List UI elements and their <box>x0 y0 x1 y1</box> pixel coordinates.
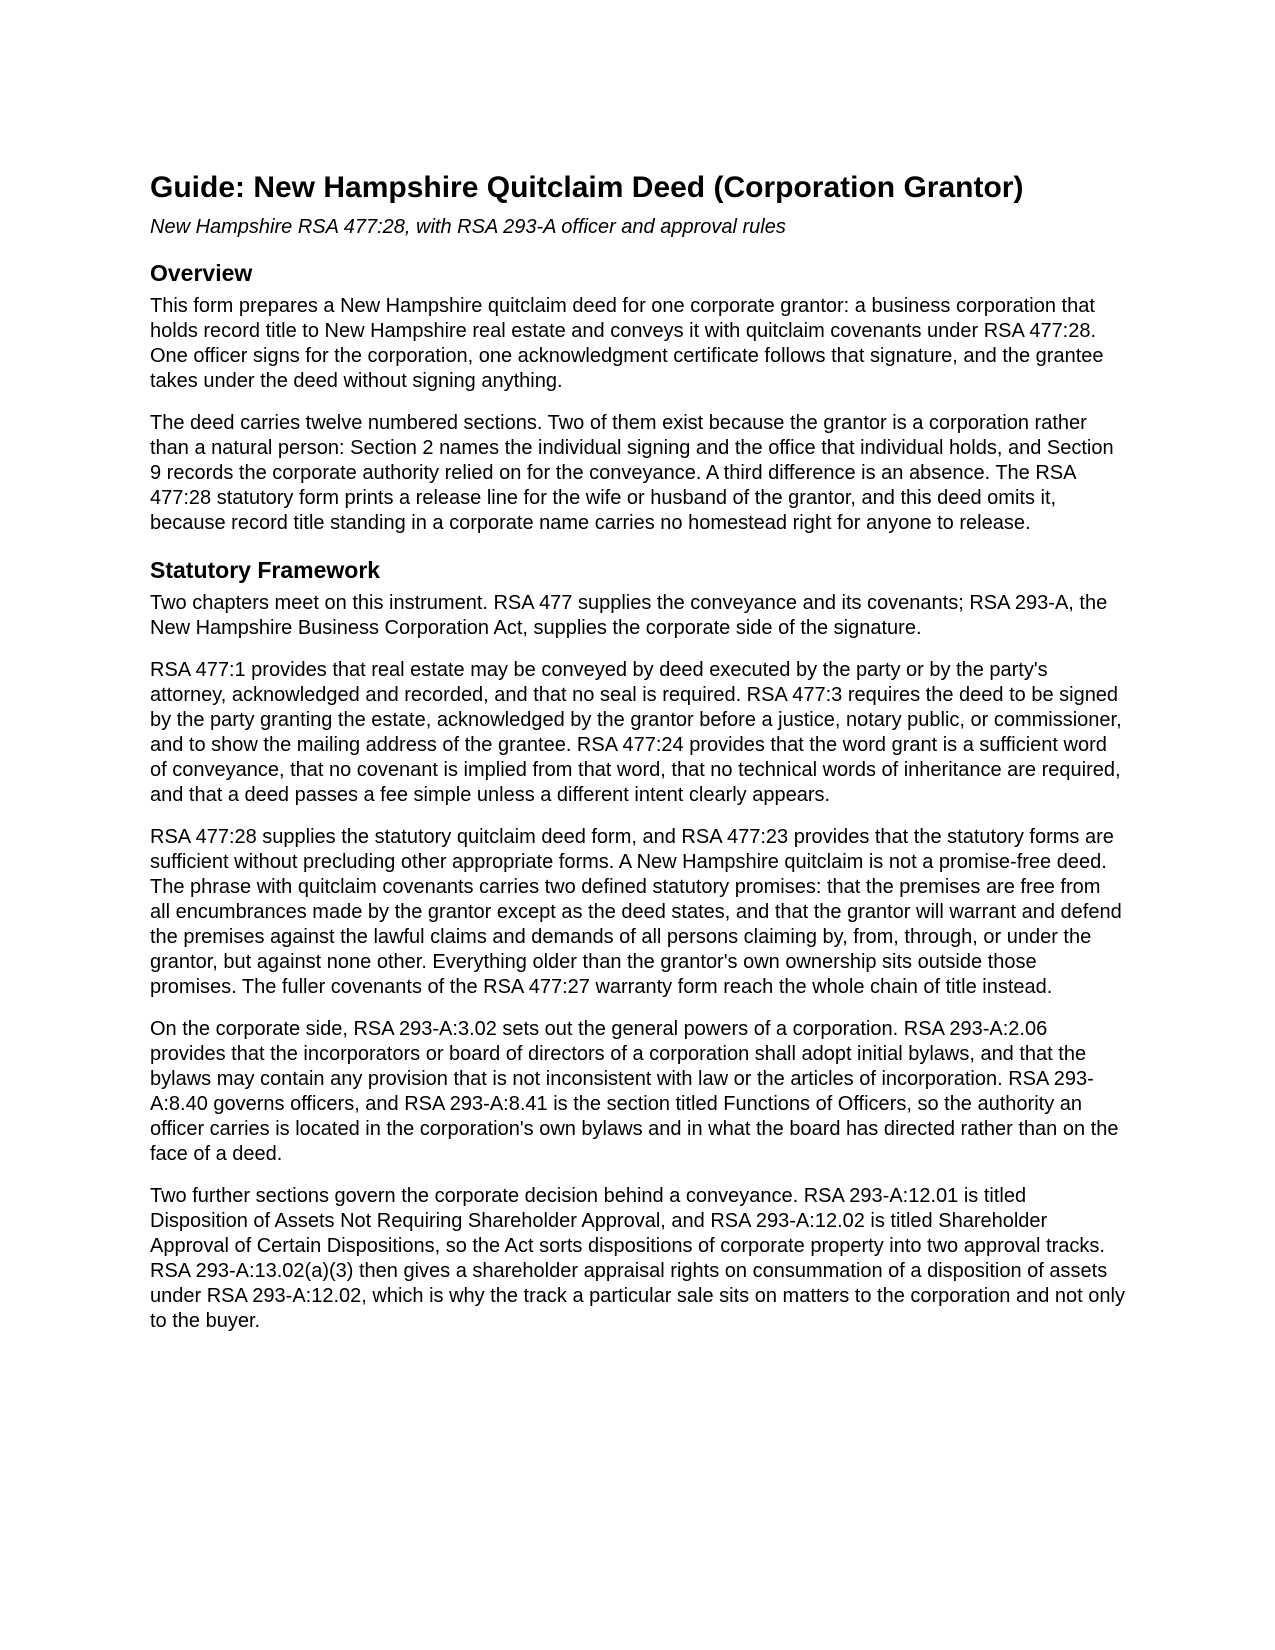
page-subtitle: New Hampshire RSA 477:28, with RSA 293-A officer and approval rules <box>150 216 786 238</box>
document-page <box>150 170 1125 1334</box>
page-title: Guide: New Hampshire Quitclaim Deed (Corporation Grantor) <box>150 171 1024 204</box>
section-heading: Overview <box>150 260 253 286</box>
paragraph: RSA 477:1 provides that real estate may be conveyed by deed executed by the party or by the party's attorney, acknowledged and recorded, and that no seal is required. RSA 477:3 requires the deed to be signed by the party granting the estate, acknowledged by the grantor before a justice, notary public, or commissioner, and to show the mailing address of the grantee. RSA 477:24 provides that the word grant is a sufficient word of conveyance, that no covenant is implied from that word, that no technical words of inheritance are required, and that a deed passes a fee simple unless a different intent clearly appears. <box>150 659 1122 806</box>
section-heading: Statutory Framework <box>150 557 381 583</box>
paragraph: This form prepares a New Hampshire quitclaim deed for one corporate grantor: a business corporation that holds record title to New Hampshire real estate and conveys it with quitclaim covenants under RSA 477:28. One officer signs for the corporation, one acknowledgment certificate follows that signature, and the grantee takes under the deed without signing anything. <box>150 295 1104 392</box>
section-overview <box>150 259 1125 536</box>
paragraph: Two chapters meet on this instrument. RSA 477 supplies the conveyance and its covenants; RSA 293-A, the New Hampshire Business Corporation Act, supplies the corporate side of the signature. <box>150 592 1108 639</box>
paragraph: On the corporate side, RSA 293-A:3.02 sets out the general powers of a corporation. RSA 293-A:2.06 provides that the incorporators or board of directors of a corporation shall adopt initial bylaws, and that the bylaws may contain any provision that is not inconsistent with law or the articles of incorporation. RSA 293-A:8.40 governs officers, and RSA 293-A:8.41 is the section titled Functions of Officers, so the authority an officer carries is located in the corporation's own bylaws and in what the board has directed rather than on the face of a deed. <box>150 1018 1119 1165</box>
paragraph: Two further sections govern the corporate decision behind a conveyance. RSA 293-A:12.01 is titled Disposition of Assets Not Requiring Shareholder Approval, and RSA 293-A:12.02 is titled Shareholder Approval of Certain Dispositions, so the Act sorts dispositions of corporate property into two approval tracks. RSA 293-A:13.02(a)(3) then gives a shareholder appraisal rights on consummation of a disposition of assets under RSA 293-A:12.02, which is why the track a particular sale sits on matters to the corporation and not only to the buyer. <box>150 1185 1125 1332</box>
section-statutory-framework <box>150 556 1125 1334</box>
paragraph: The deed carries twelve numbered sections. Two of them exist because the grantor is a corporation rather than a natural person: Section 2 names the individual signing and the office that individual holds, and Section 9 records the corporate authority relied on for the conveyance. A third difference is an absence. The RSA 477:28 statutory form prints a release line for the wife or husband of the grantor, and this deed omits it, because record title standing in a corporate name carries no homestead right for anyone to release. <box>150 412 1114 534</box>
paragraph: RSA 477:28 supplies the statutory quitclaim deed form, and RSA 477:23 provides that the statutory forms are sufficient without precluding other appropriate forms. A New Hampshire quitclaim is not a promise-free deed. The phrase with quitclaim covenants carries two defined statutory promises: that the premises are free from all encumbrances made by the grantor except as the deed states, and that the grantor will warrant and defend the premises against the lawful claims and demands of all persons claiming by, from, through, or under the grantor, but against none other. Everything older than the grantor's own ownership sits outside those promises. The fuller covenants of the RSA 477:27 warranty form reach the whole chain of title instead. <box>150 826 1122 998</box>
